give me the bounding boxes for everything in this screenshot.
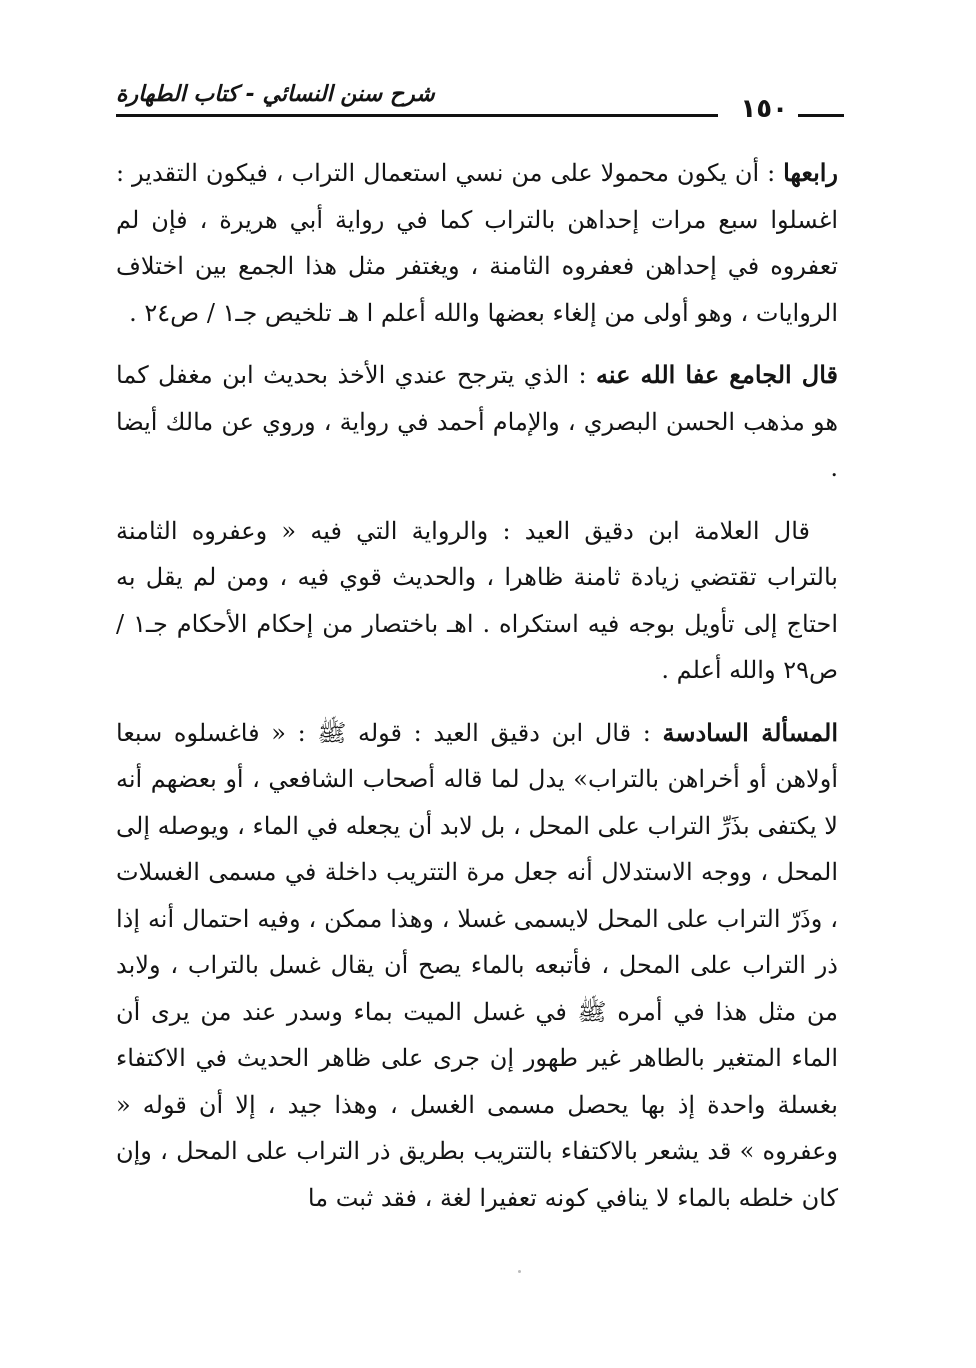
paragraph-4 bbox=[116, 710, 838, 1222]
paragraph-2 bbox=[116, 352, 838, 492]
header-rule bbox=[116, 114, 718, 117]
page-number: ١٥٠ bbox=[740, 94, 788, 124]
paragraph-4-text: : قال ابن دقيق العيد : قوله ﷺ : « فاغسلوه سبعا أولاهن أو أخراهن بالتراب» يدل لما قاله أصحاب الشافعي ، أو بعضهم أنه لا يكتفى بذَرِّ التراب على المحل ، بل لابد أن يجعله في الماء ، ويوصله إلى المحل ، ووجه الاستدلال أنه جعل مرة التتريب داخلة في مسمى الغسلات ، وذَرّ التراب على المحل لايسمى غسلا ، وهذا ممكن ، وفيه احتمال أنه إذا ذر التراب على المحل ، فأتبعه بالماء يصح أن يقال غسل بالتراب ، ولابد من مثل هذا في أمره ﷺ في غسل الميت بماء وسدر عند من يرى أن الماء المتغير بالطاهر غير طهور إن جرى على ظاهر الحديث في الاكتفاء بغسلة واحدة إذ بها يحصل مسمى الغسل ، وهذا جيد ، إلا أن قوله « وعفروه » قد يشعر بالاكتفاء بالتتريب بطريق ذر التراب على المحل ، وإن كان خلطه بالماء لا ينافي كونه تعفيرا لغة ، فقد ثبت ما bbox=[116, 718, 838, 1212]
paragraph-1-text: : أن يكون محمولا على من نسي استعمال التراب ، فيكون التقدير : اغسلوا سبع مرات إحداهن بالتراب كما في رواية أبي هريرة ، فإن لم تعفروه في إحداهن فعفروه الثامنة ، ويغتفر مثل هذا الجمع بين اختلاف الروايات ، وهو أولى من إلغاء بعضها والله أعلم ا هـ تلخيص جـ١ / ص٢٤ . bbox=[116, 159, 838, 327]
page-speck bbox=[518, 1270, 521, 1273]
paragraph-2-text: : الذي يترجح عندي الأخذ بحديث ابن مغفل كما هو مذهب الحسن البصري ، والإمام أحمد في رواية ، وروي عن مالك أيضا . bbox=[116, 361, 838, 482]
header-title: شرح سنن النسائي - كتاب الطهارة bbox=[116, 82, 435, 107]
paragraph-3 bbox=[116, 508, 838, 694]
paragraph-1 bbox=[116, 150, 838, 336]
paragraph-4-lead: المسألة السادسة bbox=[662, 717, 838, 747]
page-body bbox=[116, 150, 838, 1237]
running-header bbox=[116, 80, 844, 128]
paragraph-1-lead: رابعها bbox=[783, 158, 838, 187]
header-rule-short bbox=[798, 114, 844, 117]
paragraph-2-lead: قال الجامع عفا الله عنه bbox=[595, 360, 838, 389]
paragraph-3-text: قال العلامة ابن دقيق العيد : والرواية التي فيه « وعفروه الثامنة بالتراب تقتضي زيادة ثامنة ظاهرا ، والحديث قوي فيه ، ومن لم يقل به احتاج إلى تأويل بوجه فيه استكراه . اهـ باختصار من إحكام الأحكام جـ١ / ص٢٩ والله أعلم . bbox=[116, 516, 838, 684]
